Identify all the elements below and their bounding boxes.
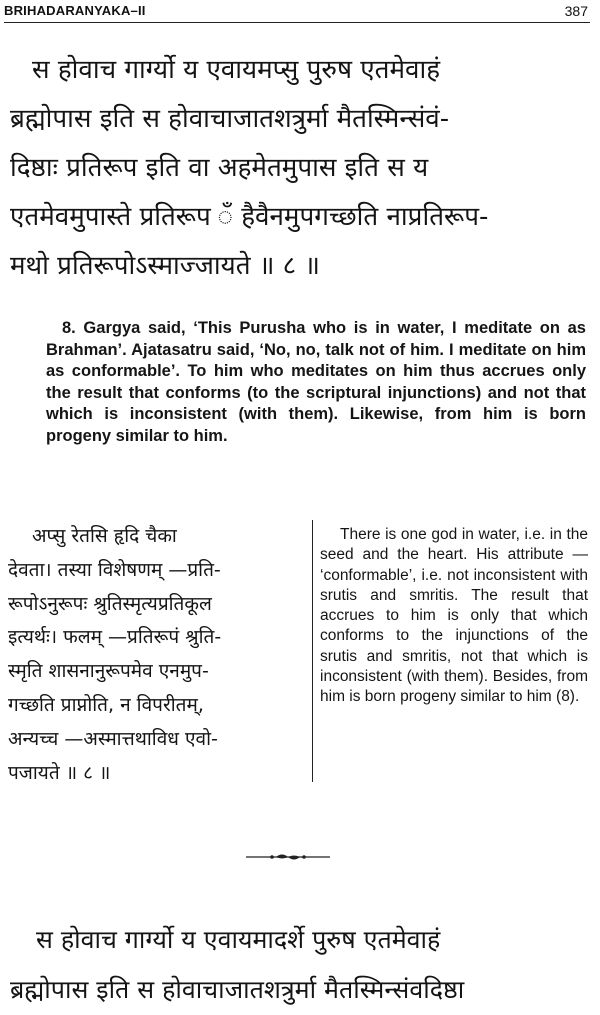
verse-line: दिष्ठाः प्रतिरूप इति वा अहमेतमुपास इति स य: [10, 153, 429, 183]
commentary-line: पजायते ॥ ८ ॥: [8, 761, 111, 784]
commentary-line: स्मृति शासनानुरूपमेव एनमुप-: [8, 660, 209, 683]
english-explanation: [320, 525, 588, 708]
verse-line: एतमेवमुपास्ते प्रतिरूप ँ हैवैनमुपगच्छति नाप्रतिरूप-: [10, 202, 489, 232]
verse-line: स होवाच गार्ग्यो य एवायमादर्शे पुरुष एतमेवाहं: [36, 925, 441, 954]
verse-line: ब्रह्मोपास इति स होवाचाजातशत्रुर्मा मैतस्मिन्संवदिष्ठा: [10, 975, 465, 1004]
page-number: 387: [564, 3, 588, 19]
sanskrit-commentary: [8, 520, 308, 790]
english-translation: [46, 318, 586, 447]
translation-paragraph: 8. Gargya said, ‘This Purusha who is in water, I meditate on as Brahman’. Ajatasatru said, ‘No, no, talk not of him. I meditate on him as conformable’. To him who meditates on him thus accrues only the result that conforms (to the scriptural injunctions) and not that which is inconsistent (with them). Likewise, from him is born progeny similar to him.: [46, 319, 586, 445]
explanation-paragraph: There is one god in water, i.e. in the seed and the heart. His attribute — ‘conformable’, i.e. not inconsistent with srutis and smritis. The result that accrues to him is only that which conforms to the injunctions of the srutis and smritis, not that which is inconsistent (with them). Besides, from him is born progeny similar to him (8).: [320, 526, 588, 706]
page-header: [4, 2, 590, 23]
commentary-line: गच्छति प्राप्नोति, न विपरीतम्,: [8, 693, 204, 716]
verse-line: ब्रह्मोपास इति स होवाचाजातशत्रुर्मा मैतस्मिन्संवं-: [10, 104, 450, 134]
verse-line: स होवाच गार्ग्यो य एवायमप्सु पुरुष एतमेवाहं: [32, 55, 440, 85]
commentary-line: देवता। तस्या विशेषणम् —प्रति-: [8, 558, 221, 581]
commentary-line: रूपोऽनुरूपः श्रुतिस्मृत्यप्रतिकूल: [8, 592, 212, 615]
commentary-line: अप्सु रेतसि हृदि चैका: [32, 525, 177, 547]
running-title: BRIHADARANYAKA–II: [4, 3, 146, 18]
sanskrit-verse-9: [10, 915, 595, 1015]
commentary-line: अन्यच्च —अस्मात्तथाविध एवो-: [8, 727, 218, 750]
sanskrit-verse-8: [10, 46, 595, 291]
section-ornament: [246, 852, 330, 862]
column-divider: [312, 520, 313, 782]
verse-line: मथो प्रतिरूपोऽस्माज्जायते ॥ ८ ॥: [10, 251, 321, 281]
commentary-line: इत्यर्थः। फलम् —प्रतिरूपं श्रुति-: [8, 626, 222, 649]
